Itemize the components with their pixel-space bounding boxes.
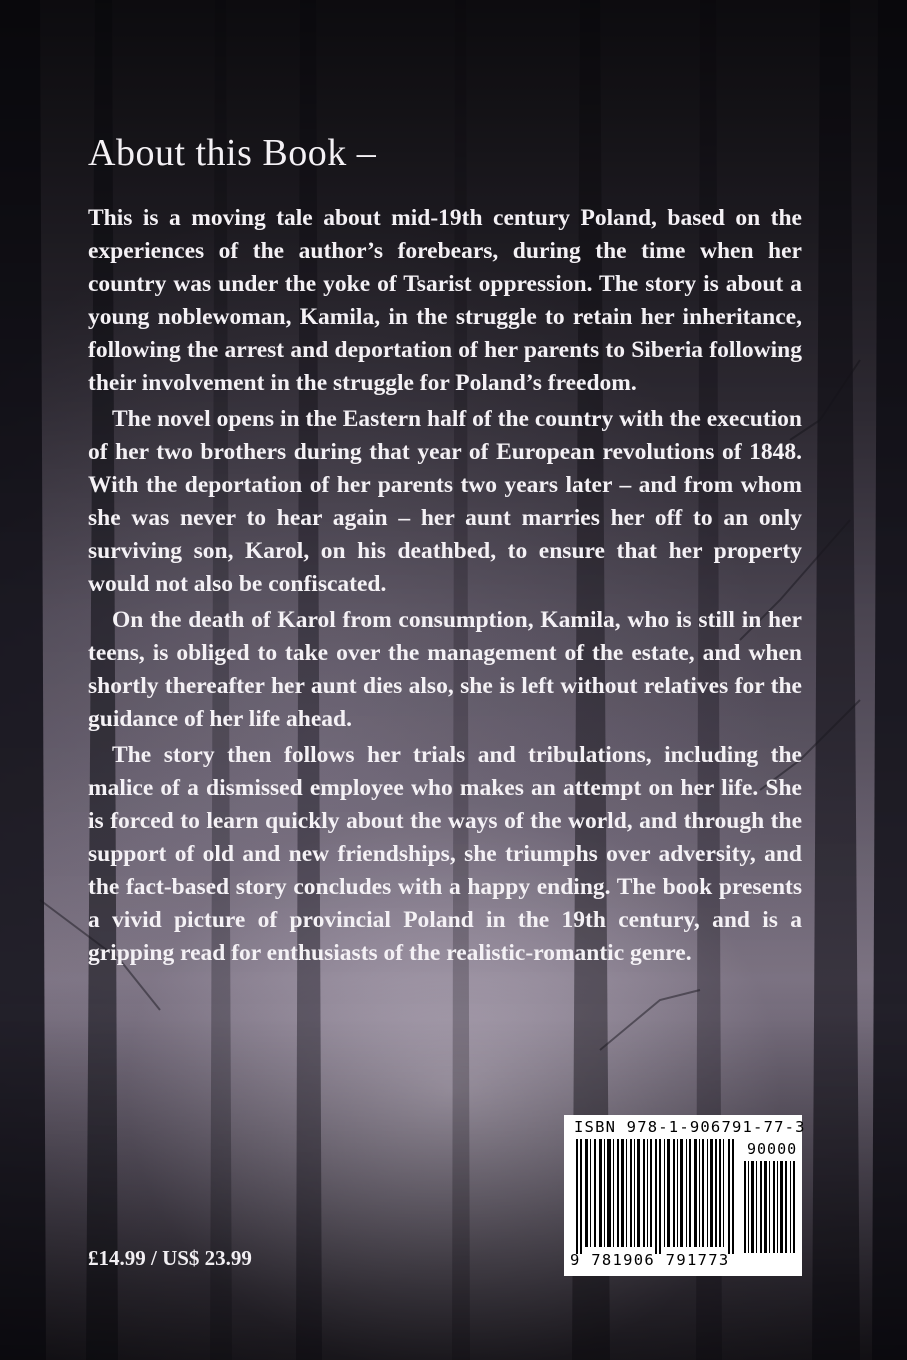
price-label: £14.99 / US$ 23.99 (88, 1246, 252, 1270)
isbn-number: ISBN 978-1-906791-77-3 (574, 1118, 806, 1136)
blurb-text (88, 202, 802, 973)
about-heading: About this Book – (88, 132, 377, 174)
blurb-paragraph-2: The novel opens in the Eastern half of the country with the execution of her two brothers during that year of European revolutions of 1848. With the deportation of her parents two years later – and from whom she was never to hear again – her aunt marries her off to an only surviving son, Karol, on his deathbed, to ensure that her property would not also be confiscated. (88, 406, 802, 597)
barcode-addon-digits: 90000 (747, 1140, 798, 1158)
isbn-barcode (564, 1115, 806, 1276)
blurb-paragraph-1: This is a moving tale about mid-19th century Poland, based on the experiences of the author’s forebears, during the time when her country was under the yoke of Tsarist oppression. The story is about a young noblewoman, Kamila, in the struggle to retain her inheritance, following the arrest and deportation of her parents to Siberia following their involvement in the struggle for Poland’s freedom. (88, 205, 802, 396)
blurb-paragraph-4: The story then follows her trials and tribulations, including the malice of a dismissed employee who makes an attempt on her life. She is forced to learn quickly about the ways of the world, and through the support of old and new friendships, she triumphs over adversity, and the fact-based story concludes with a happy ending. The book presents a vivid picture of provincial Poland in the 19th century, and is a gripping read for enthusiasts of the realistic-romantic genre. (88, 742, 802, 966)
barcode-digits: 9 781906 791773 (570, 1251, 730, 1269)
blurb-paragraph-3: On the death of Karol from consumption, Kamila, who is still in her teens, is obliged to take over the management of the estate, and when shortly thereafter her aunt dies also, she is left without relatives for the guidance of her life ahead. (88, 607, 802, 732)
